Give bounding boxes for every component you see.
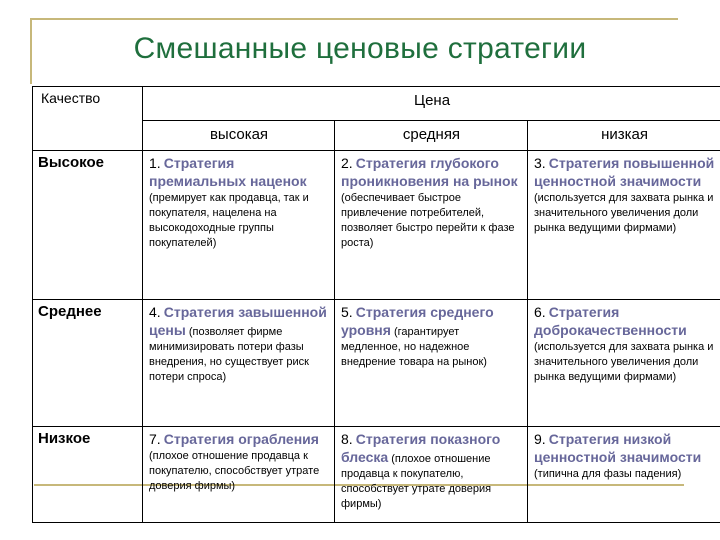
price-level-medium: средняя [335, 121, 528, 151]
strategy-description: (премирует как продавца, так и покупателя, нацелена на высокодоходные группы покупателей) [149, 192, 309, 249]
table-row [33, 427, 720, 523]
strategy-number: 4. [149, 304, 161, 320]
strategy-cell-3 [528, 151, 720, 300]
price-level-low: низкая [528, 121, 720, 151]
quality-high-label: Высокое [33, 151, 143, 300]
strategy-name: Стратегия среднего уровня [341, 304, 494, 338]
strategy-matrix-table [32, 86, 720, 523]
strategy-description: (позволяет фирме минимизировать потери фазы внедрения, но существует риск потери спроса) [149, 326, 309, 383]
strategy-number: 9. [534, 431, 546, 447]
strategy-cell-4 [143, 300, 335, 427]
strategy-description: (обеспечивает быстрое привлечение потребителей, позволяет быстро перейти к фазе роста) [341, 192, 515, 249]
strategy-number: 1. [149, 155, 161, 171]
quality-medium-label: Среднее [33, 300, 143, 427]
table-row [33, 151, 720, 300]
strategy-cell-2 [335, 151, 528, 300]
strategy-number: 8. [341, 431, 353, 447]
strategy-description: (плохое отношение продавца к покупателю, способствует утрате доверия фирмы) [149, 450, 320, 492]
strategy-name: Стратегия показного блеска [341, 431, 501, 465]
strategy-name: Стратегия ограбления [163, 431, 319, 447]
strategy-number: 7. [149, 431, 161, 447]
strategy-description: (гарантирует медленное, но надежное внедрение товара на рынок) [341, 326, 487, 368]
strategy-cell-7 [143, 427, 335, 523]
slide-title: Смешанные ценовые стратегии [133, 32, 587, 65]
header-row [33, 87, 720, 121]
decor-line-top [30, 18, 678, 20]
strategy-name: Стратегия низкой ценностной значимости [534, 431, 702, 465]
quality-header: Качество [33, 87, 143, 151]
strategy-number: 6. [534, 304, 546, 320]
quality-low-label: Низкое [33, 427, 143, 523]
strategy-cell-6 [528, 300, 720, 427]
strategy-description: (используется для захвата рынка и значительного увеличения доли рынка ведущими фирмами) [534, 192, 714, 234]
strategy-cell-8 [335, 427, 528, 523]
strategy-name: Стратегия завышенной цены [149, 304, 327, 338]
strategy-name: Стратегия премиальных наценок [149, 155, 307, 189]
strategy-name: Стратегия глубокого проникновения на рынок [341, 155, 518, 189]
price-header: Цена [143, 87, 720, 121]
strategy-number: 2. [341, 155, 353, 171]
table-row [33, 300, 720, 427]
strategy-description: (плохое отношение продавца к покупателю, способствует утрате доверия фирмы) [341, 453, 492, 510]
strategy-name: Стратегия доброкачественности [534, 304, 687, 338]
price-level-high: высокая [143, 121, 335, 151]
strategy-description: (используется для захвата рынка и значительного увеличения доли рынка ведущими фирмами) [534, 341, 714, 383]
strategy-number: 3. [534, 155, 546, 171]
strategy-cell-9 [528, 427, 720, 523]
strategy-description: (типична для фазы падения) [534, 468, 682, 480]
strategy-cell-1 [143, 151, 335, 300]
strategy-number: 5. [341, 304, 353, 320]
strategy-cell-5 [335, 300, 528, 427]
strategy-name: Стратегия повышенной ценностной значимости [534, 155, 715, 189]
